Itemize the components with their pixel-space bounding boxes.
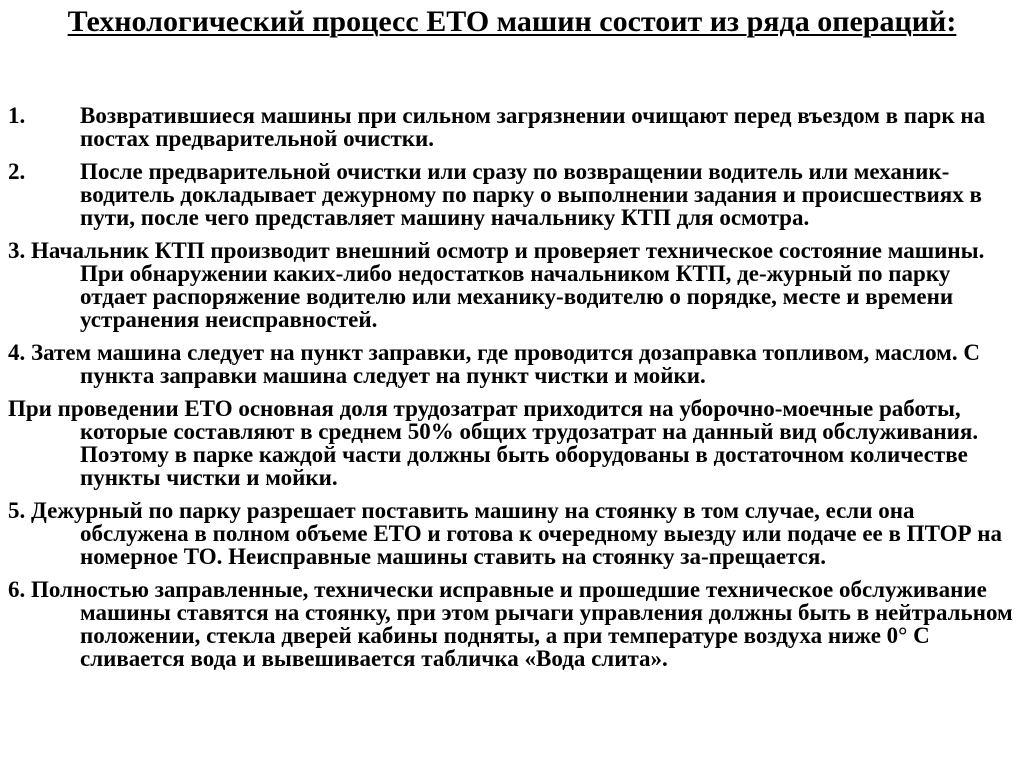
slide-body [8, 104, 1014, 680]
item-number: 1. [8, 103, 26, 128]
item-text: Возвратившиеся машины при сильном загрязнении очищают перед въездом в парк на постах предварительной очистки. [80, 103, 986, 151]
numbered-item-1 [8, 104, 1014, 150]
numbered-item-2 [8, 160, 1014, 229]
item-text: После предварительной очистки или сразу по возвращении водитель или механик-водитель докладывает дежурному по парку о выполнении задания и происшествиях в пути, после чего представляет машину начальнику КТП для осмотра. [80, 159, 982, 230]
paragraph-5: 5. Дежурный по парку разрешает поставить машину на стоянку в том случае, если она обслужена в полном объеме ЕТО и готова к очередному выезду или подаче ее в ПТОР на номерное ТО. Неисправные машины ставить на стоянку за-прещается. [8, 498, 1003, 569]
item-number: 2. [8, 159, 26, 184]
paragraph-6: 6. Полностью заправленные, технически исправные и прошедшие техническое обслуживание машины ставятся на стоянку, при этом рычаги управления должны быть в нейтральном положении, стекла дверей кабины подняты, а при температуре воздуха ниже 0° С сливается вода и вывешивается табличка «Вода слита». [8, 577, 1013, 671]
slide-title: Технологический процесс ЕТО машин состоит из ряда операций: [67, 5, 957, 38]
paragraph-4: 4. Затем машина следует на пункт заправки, где проводится дозаправка топливом, маслом. С пункта заправки машина следует на пункт чистки и мойки. [8, 340, 980, 388]
paragraph-labor: При проведении ЕТО основная доля трудозатрат приходится на уборочно-моечные работы, которые составляют в среднем 50% общих трудозатрат на данный вид обслуживания. Поэтому в парке каждой части должны быть оборудованы в достаточном количестве пункты чистки и мойки. [8, 396, 979, 490]
paragraph-3: 3. Начальник КТП производит внешний осмотр и проверяет техническое состояние машины. При обнаружении каких-либо недостатков начальником КТП, де-журный по парку отдает распоряжение водителю или механику-водителю о порядке, месте и времени устранения неисправностей. [8, 238, 985, 332]
